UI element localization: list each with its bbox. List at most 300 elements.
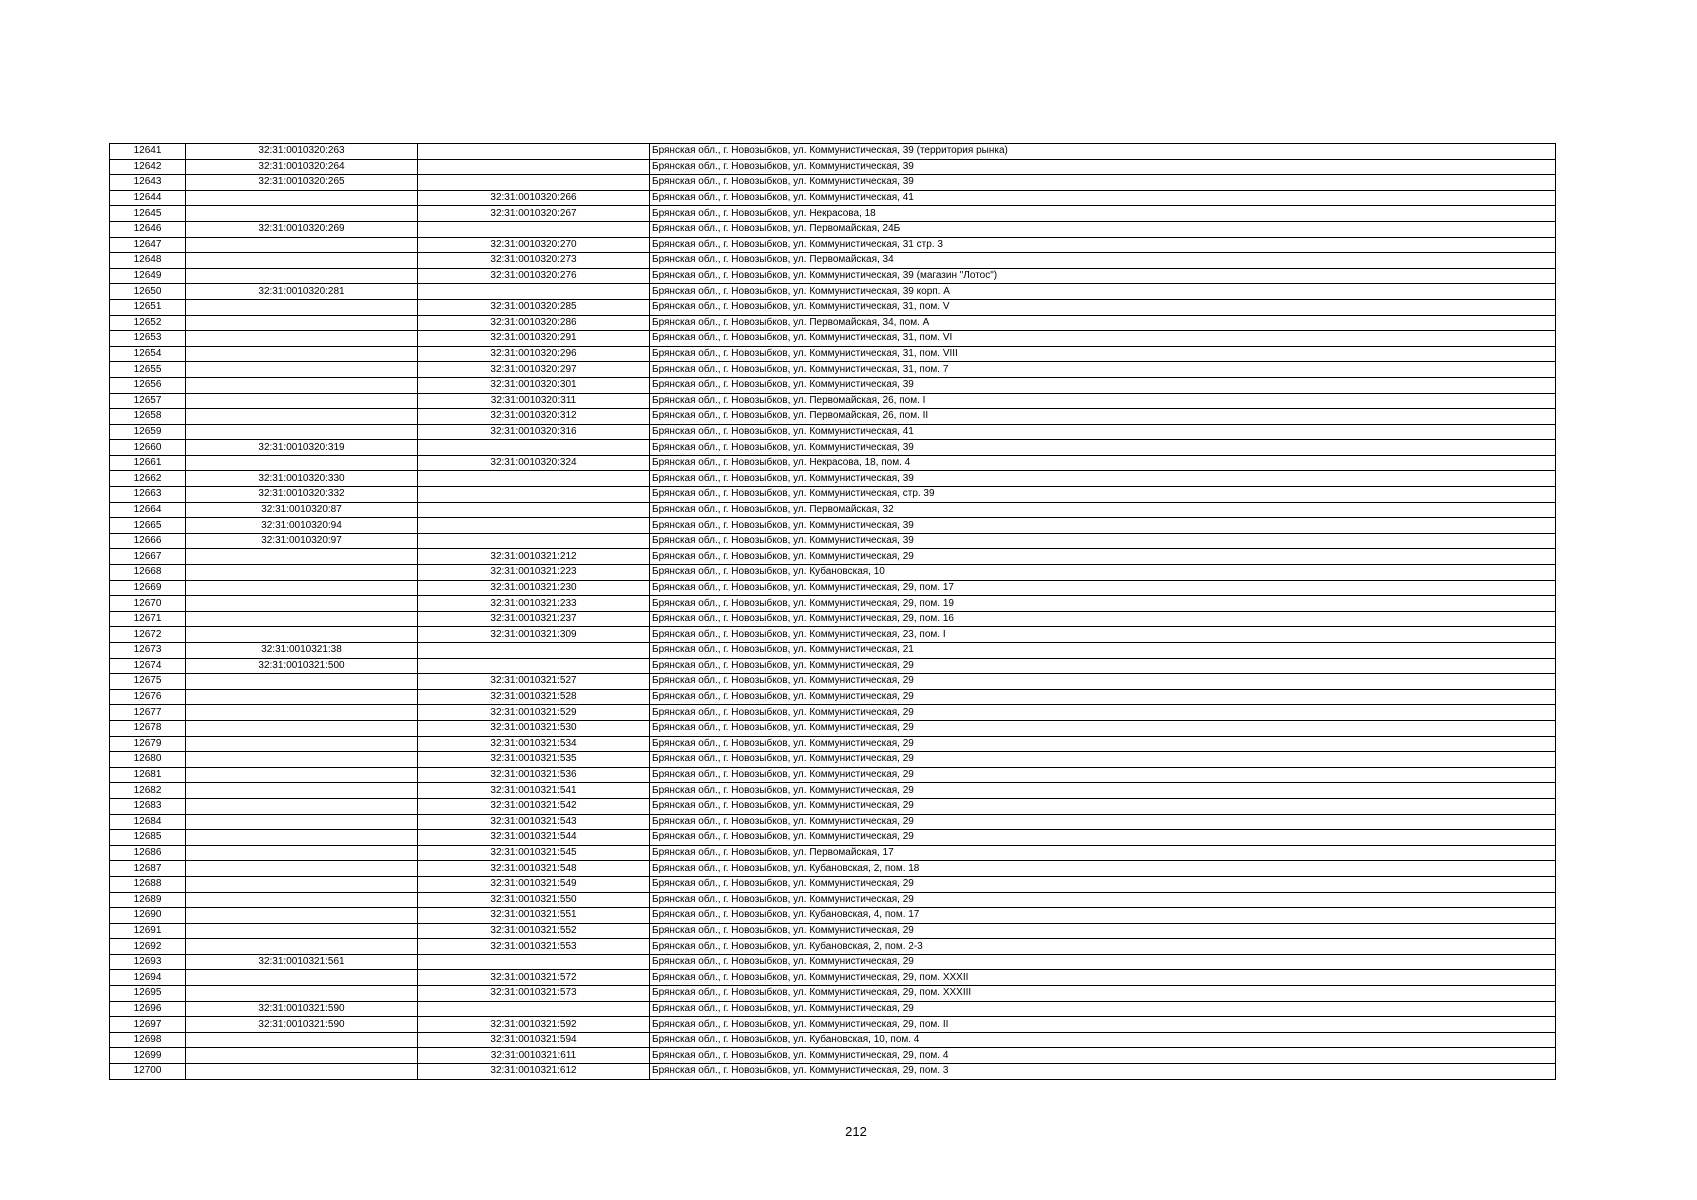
address-cell: Брянская обл., г. Новозыбков, ул. Коммунистическая, 29, пом. 17 [650,580,1556,596]
cadastral-number-b-cell: 32:31:0010321:223 [418,565,650,581]
table-row [110,596,1556,612]
cadastral-number-a-cell [186,393,418,409]
address-cell: Брянская обл., г. Новозыбков, ул. Коммунистическая, 29 [650,954,1556,970]
row-number-cell: 12677 [110,705,186,721]
cadastral-number-b-cell: 32:31:0010321:237 [418,611,650,627]
table-row [110,674,1556,690]
row-number-cell: 12673 [110,643,186,659]
address-cell: Брянская обл., г. Новозыбков, ул. Коммунистическая, 29 [650,658,1556,674]
cadastral-number-a-cell: 32:31:0010320:94 [186,518,418,534]
cadastral-number-b-cell [418,658,650,674]
cadastral-number-a-cell [186,923,418,939]
cadastral-number-a-cell [186,565,418,581]
cadastral-number-b-cell [418,502,650,518]
cadastral-number-b-cell: 32:31:0010320:285 [418,299,650,315]
row-number-cell: 12642 [110,159,186,175]
address-cell: Брянская обл., г. Новозыбков, ул. Коммунистическая, 39 корп. А [650,284,1556,300]
row-number-cell: 12655 [110,362,186,378]
cadastral-number-a-cell [186,206,418,222]
cadastral-number-a-cell [186,876,418,892]
cadastral-number-a-cell [186,611,418,627]
address-cell: Брянская обл., г. Новозыбков, ул. Коммунистическая, 29 [650,736,1556,752]
cadastral-number-a-cell: 32:31:0010320:319 [186,440,418,456]
row-number-cell: 12645 [110,206,186,222]
cadastral-number-b-cell [418,954,650,970]
table-row [110,580,1556,596]
cadastral-number-b-cell: 32:31:0010321:543 [418,814,650,830]
address-cell: Брянская обл., г. Новозыбков, ул. Коммунистическая, 31, пом. VIII [650,346,1556,362]
cadastral-number-b-cell: 32:31:0010321:212 [418,549,650,565]
cadastral-number-b-cell: 32:31:0010321:528 [418,689,650,705]
address-cell: Брянская обл., г. Новозыбков, ул. Коммунистическая, 31 стр. 3 [650,237,1556,253]
row-number-cell: 12668 [110,565,186,581]
address-cell: Брянская обл., г. Новозыбков, ул. Коммунистическая, 29, пом. II [650,1017,1556,1033]
cadastral-number-a-cell [186,798,418,814]
row-number-cell: 12695 [110,986,186,1002]
cadastral-number-a-cell [186,455,418,471]
table-row [110,159,1556,175]
row-number-cell: 12697 [110,1017,186,1033]
address-cell: Брянская обл., г. Новозыбков, ул. Кубановская, 2, пом. 2-3 [650,939,1556,955]
table-row [110,502,1556,518]
cadastral-number-a-cell [186,424,418,440]
row-number-cell: 12661 [110,455,186,471]
cadastral-number-b-cell [418,1001,650,1017]
cadastral-number-a-cell [186,299,418,315]
row-number-cell: 12641 [110,144,186,160]
address-cell: Брянская обл., г. Новозыбков, ул. Коммунистическая, 29 [650,720,1556,736]
cadastral-number-b-cell: 32:31:0010321:592 [418,1017,650,1033]
table-row [110,658,1556,674]
cadastral-number-b-cell: 32:31:0010321:549 [418,876,650,892]
table-row [110,892,1556,908]
table-row [110,939,1556,955]
table-row [110,299,1556,315]
row-number-cell: 12689 [110,892,186,908]
row-number-cell: 12692 [110,939,186,955]
row-number-cell: 12656 [110,377,186,393]
table-row [110,331,1556,347]
address-cell: Брянская обл., г. Новозыбков, ул. Коммунистическая, 41 [650,424,1556,440]
cadastral-number-b-cell: 32:31:0010321:309 [418,627,650,643]
cadastral-number-a-cell [186,268,418,284]
cadastral-number-a-cell [186,861,418,877]
address-cell: Брянская обл., г. Новозыбков, ул. Коммунистическая, 39 (территория рынка) [650,144,1556,160]
cadastral-number-b-cell [418,221,650,237]
address-cell: Брянская обл., г. Новозыбков, ул. Коммунистическая, 29 [650,923,1556,939]
table-row [110,362,1556,378]
table-row [110,611,1556,627]
cadastral-number-a-cell [186,736,418,752]
cadastral-number-a-cell [186,253,418,269]
table-row [110,144,1556,160]
cadastral-number-a-cell: 32:31:0010320:269 [186,221,418,237]
cadastral-number-a-cell [186,409,418,425]
cadastral-number-b-cell: 32:31:0010320:297 [418,362,650,378]
cadastral-number-a-cell [186,939,418,955]
cadastral-number-a-cell: 32:31:0010321:38 [186,643,418,659]
address-cell: Брянская обл., г. Новозыбков, ул. Коммунистическая, 23, пом. I [650,627,1556,643]
table-row [110,643,1556,659]
row-number-cell: 12698 [110,1032,186,1048]
address-cell: Брянская обл., г. Новозыбков, ул. Кубановская, 10 [650,565,1556,581]
cadastral-number-b-cell: 32:31:0010321:612 [418,1064,650,1080]
cadastral-number-b-cell: 32:31:0010321:611 [418,1048,650,1064]
table-row [110,1064,1556,1080]
cadastral-number-a-cell [186,752,418,768]
row-number-cell: 12658 [110,409,186,425]
cadastral-number-b-cell [418,175,650,191]
cadastral-number-b-cell: 32:31:0010321:534 [418,736,650,752]
address-cell: Брянская обл., г. Новозыбков, ул. Коммунистическая, 29 [650,892,1556,908]
address-cell: Брянская обл., г. Новозыбков, ул. Коммунистическая, 39 (магазин "Лотос") [650,268,1556,284]
cadastral-number-a-cell [186,362,418,378]
table-row [110,518,1556,534]
table-row [110,206,1556,222]
cadastral-number-a-cell: 32:31:0010320:330 [186,471,418,487]
cadastral-number-b-cell: 32:31:0010321:548 [418,861,650,877]
cadastral-number-b-cell [418,144,650,160]
table-row [110,1032,1556,1048]
row-number-cell: 12657 [110,393,186,409]
row-number-cell: 12690 [110,908,186,924]
table-row [110,409,1556,425]
table-row [110,424,1556,440]
cadastral-number-a-cell [186,767,418,783]
table-row [110,1017,1556,1033]
address-cell: Брянская обл., г. Новозыбков, ул. Первомайская, 32 [650,502,1556,518]
cadastral-number-b-cell: 32:31:0010321:527 [418,674,650,690]
cadastral-number-b-cell: 32:31:0010321:594 [418,1032,650,1048]
cadastral-number-a-cell [186,830,418,846]
address-cell: Брянская обл., г. Новозыбков, ул. Коммунистическая, 29, пом. 19 [650,596,1556,612]
cadastral-number-b-cell: 32:31:0010320:324 [418,455,650,471]
cadastral-number-b-cell: 32:31:0010321:536 [418,767,650,783]
cadastral-number-b-cell: 32:31:0010320:301 [418,377,650,393]
cadastral-number-a-cell [186,814,418,830]
row-number-cell: 12688 [110,876,186,892]
cadastral-number-a-cell: 32:31:0010320:281 [186,284,418,300]
row-number-cell: 12691 [110,923,186,939]
table-row [110,908,1556,924]
cadastral-number-a-cell [186,689,418,705]
cadastral-number-b-cell: 32:31:0010320:267 [418,206,650,222]
table-row [110,268,1556,284]
address-cell: Брянская обл., г. Новозыбков, ул. Коммунистическая, 29 [650,752,1556,768]
cadastral-number-b-cell [418,440,650,456]
row-number-cell: 12700 [110,1064,186,1080]
table-row [110,455,1556,471]
row-number-cell: 12685 [110,830,186,846]
table-row [110,720,1556,736]
cadastral-number-a-cell: 32:31:0010320:87 [186,502,418,518]
cadastral-number-a-cell: 32:31:0010320:265 [186,175,418,191]
row-number-cell: 12647 [110,237,186,253]
row-number-cell: 12676 [110,689,186,705]
table-row [110,845,1556,861]
table-body [110,144,1556,1080]
address-cell: Брянская обл., г. Новозыбков, ул. Коммунистическая, 29 [650,830,1556,846]
address-cell: Брянская обл., г. Новозыбков, ул. Коммунистическая, 29 [650,689,1556,705]
table-row [110,986,1556,1002]
cadastral-number-a-cell [186,1064,418,1080]
cadastral-number-b-cell [418,643,650,659]
cadastral-number-b-cell: 32:31:0010321:551 [418,908,650,924]
table-row [110,284,1556,300]
cadastral-number-b-cell [418,471,650,487]
cadastral-number-b-cell: 32:31:0010321:553 [418,939,650,955]
table-row [110,471,1556,487]
cadastral-number-b-cell: 32:31:0010320:296 [418,346,650,362]
cadastral-number-a-cell [186,627,418,643]
row-number-cell: 12667 [110,549,186,565]
address-cell: Брянская обл., г. Новозыбков, ул. Коммунистическая, 39 [650,518,1556,534]
cadastral-number-b-cell: 32:31:0010321:530 [418,720,650,736]
table-row [110,970,1556,986]
table-row [110,923,1556,939]
address-cell: Брянская обл., г. Новозыбков, ул. Коммунистическая, 29 [650,876,1556,892]
table-row [110,736,1556,752]
address-cell: Брянская обл., г. Новозыбков, ул. Кубановская, 2, пом. 18 [650,861,1556,877]
address-cell: Брянская обл., г. Новозыбков, ул. Первомайская, 34 [650,253,1556,269]
cadastral-number-a-cell [186,549,418,565]
row-number-cell: 12649 [110,268,186,284]
cadastral-number-a-cell: 32:31:0010320:97 [186,533,418,549]
cadastral-number-b-cell: 32:31:0010320:312 [418,409,650,425]
cadastral-number-b-cell: 32:31:0010321:535 [418,752,650,768]
address-cell: Брянская обл., г. Новозыбков, ул. Коммунистическая, 31, пом. 7 [650,362,1556,378]
cadastral-number-b-cell: 32:31:0010320:291 [418,331,650,347]
cadastral-number-a-cell [186,377,418,393]
cadastral-number-a-cell: 32:31:0010321:500 [186,658,418,674]
row-number-cell: 12696 [110,1001,186,1017]
cadastral-number-a-cell: 32:31:0010321:561 [186,954,418,970]
row-number-cell: 12659 [110,424,186,440]
row-number-cell: 12650 [110,284,186,300]
row-number-cell: 12662 [110,471,186,487]
row-number-cell: 12681 [110,767,186,783]
table-row [110,393,1556,409]
cadastral-number-a-cell: 32:31:0010320:332 [186,487,418,503]
row-number-cell: 12693 [110,954,186,970]
row-number-cell: 12651 [110,299,186,315]
cadastral-number-a-cell [186,346,418,362]
cadastral-number-a-cell: 32:31:0010321:590 [186,1001,418,1017]
cadastral-number-b-cell: 32:31:0010321:542 [418,798,650,814]
cadastral-number-b-cell: 32:31:0010320:273 [418,253,650,269]
cadastral-number-a-cell [186,1032,418,1048]
row-number-cell: 12682 [110,783,186,799]
cadastral-number-a-cell [186,190,418,206]
row-number-cell: 12666 [110,533,186,549]
cadastral-number-b-cell [418,487,650,503]
cadastral-number-a-cell: 32:31:0010321:590 [186,1017,418,1033]
table-row [110,346,1556,362]
row-number-cell: 12672 [110,627,186,643]
address-cell: Брянская обл., г. Новозыбков, ул. Кубановская, 10, пом. 4 [650,1032,1556,1048]
table-row [110,1001,1556,1017]
address-cell: Брянская обл., г. Новозыбков, ул. Коммунистическая, 31, пом. VI [650,331,1556,347]
cadastral-number-a-cell [186,705,418,721]
address-cell: Брянская обл., г. Новозыбков, ул. Коммунистическая, 29, пом. 16 [650,611,1556,627]
table-row [110,814,1556,830]
row-number-cell: 12671 [110,611,186,627]
address-cell: Брянская обл., г. Новозыбков, ул. Первомайская, 17 [650,845,1556,861]
row-number-cell: 12699 [110,1048,186,1064]
cadastral-number-a-cell [186,237,418,253]
address-cell: Брянская обл., г. Новозыбков, ул. Коммунистическая, 29, пом. XXXIII [650,986,1556,1002]
address-cell: Брянская обл., г. Новозыбков, ул. Первомайская, 24Б [650,221,1556,237]
address-cell: Брянская обл., г. Новозыбков, ул. Коммунистическая, 29, пом. 3 [650,1064,1556,1080]
address-cell: Брянская обл., г. Новозыбков, ул. Коммунистическая, 29, пом. XXXII [650,970,1556,986]
row-number-cell: 12664 [110,502,186,518]
cadastral-number-b-cell: 32:31:0010321:541 [418,783,650,799]
cadastral-number-a-cell [186,580,418,596]
address-cell: Брянская обл., г. Новозыбков, ул. Коммунистическая, 39 [650,175,1556,191]
row-number-cell: 12648 [110,253,186,269]
row-number-cell: 12680 [110,752,186,768]
row-number-cell: 12660 [110,440,186,456]
table-row [110,830,1556,846]
cadastral-number-a-cell: 32:31:0010320:263 [186,144,418,160]
row-number-cell: 12679 [110,736,186,752]
cadastral-number-b-cell [418,518,650,534]
address-cell: Брянская обл., г. Новозыбков, ул. Коммунистическая, 29, пом. 4 [650,1048,1556,1064]
cadastral-number-b-cell: 32:31:0010320:276 [418,268,650,284]
row-number-cell: 12654 [110,346,186,362]
address-cell: Брянская обл., г. Новозыбков, ул. Коммунистическая, 29 [650,1001,1556,1017]
table-row [110,533,1556,549]
row-number-cell: 12683 [110,798,186,814]
cadastral-number-a-cell [186,986,418,1002]
row-number-cell: 12694 [110,970,186,986]
address-cell: Брянская обл., г. Новозыбков, ул. Коммунистическая, 21 [650,643,1556,659]
table-row [110,487,1556,503]
cadastral-number-b-cell [418,159,650,175]
row-number-cell: 12665 [110,518,186,534]
cadastral-number-b-cell: 32:31:0010321:552 [418,923,650,939]
cadastral-number-b-cell: 32:31:0010320:311 [418,393,650,409]
row-number-cell: 12643 [110,175,186,191]
table-row [110,767,1556,783]
cadastral-number-b-cell: 32:31:0010320:270 [418,237,650,253]
table-row [110,705,1556,721]
table-row [110,315,1556,331]
row-number-cell: 12684 [110,814,186,830]
table-row [110,237,1556,253]
table-row [110,861,1556,877]
cadastral-number-a-cell [186,892,418,908]
address-cell: Брянская обл., г. Новозыбков, ул. Коммунистическая, 29 [650,814,1556,830]
cadastral-number-b-cell: 32:31:0010321:544 [418,830,650,846]
row-number-cell: 12687 [110,861,186,877]
address-cell: Брянская обл., г. Новозыбков, ул. Первомайская, 26, пом. II [650,409,1556,425]
address-cell: Брянская обл., г. Новозыбков, ул. Коммунистическая, 39 [650,440,1556,456]
cadastral-number-a-cell [186,1048,418,1064]
table-row [110,440,1556,456]
cadastral-number-a-cell [186,720,418,736]
row-number-cell: 12678 [110,720,186,736]
address-cell: Брянская обл., г. Новозыбков, ул. Коммунистическая, стр. 39 [650,487,1556,503]
table-row [110,253,1556,269]
cadastral-number-b-cell: 32:31:0010321:233 [418,596,650,612]
address-cell: Брянская обл., г. Новозыбков, ул. Коммунистическая, 29 [650,798,1556,814]
table-row [110,549,1556,565]
cadastral-number-a-cell: 32:31:0010320:264 [186,159,418,175]
cadastral-number-a-cell [186,970,418,986]
address-cell: Брянская обл., г. Новозыбков, ул. Некрасова, 18, пом. 4 [650,455,1556,471]
cadastral-number-a-cell [186,331,418,347]
row-number-cell: 12652 [110,315,186,331]
property-table [109,143,1556,1080]
address-cell: Брянская обл., г. Новозыбков, ул. Коммунистическая, 39 [650,377,1556,393]
cadastral-number-a-cell [186,674,418,690]
cadastral-number-a-cell [186,908,418,924]
address-cell: Брянская обл., г. Новозыбков, ул. Кубановская, 4, пом. 17 [650,908,1556,924]
row-number-cell: 12644 [110,190,186,206]
table-row [110,752,1556,768]
address-cell: Брянская обл., г. Новозыбков, ул. Коммунистическая, 39 [650,159,1556,175]
table-row [110,798,1556,814]
cadastral-number-b-cell: 32:31:0010321:550 [418,892,650,908]
address-cell: Брянская обл., г. Новозыбков, ул. Коммунистическая, 29 [650,783,1556,799]
row-number-cell: 12653 [110,331,186,347]
table-row [110,689,1556,705]
cadastral-number-b-cell [418,284,650,300]
address-cell: Брянская обл., г. Новозыбков, ул. Коммунистическая, 29 [650,705,1556,721]
table-row [110,954,1556,970]
cadastral-number-b-cell: 32:31:0010321:572 [418,970,650,986]
row-number-cell: 12646 [110,221,186,237]
row-number-cell: 12686 [110,845,186,861]
address-cell: Брянская обл., г. Новозыбков, ул. Коммунистическая, 29 [650,549,1556,565]
cadastral-number-a-cell [186,783,418,799]
row-number-cell: 12670 [110,596,186,612]
address-cell: Брянская обл., г. Новозыбков, ул. Первомайская, 34, пом. А [650,315,1556,331]
table-row [110,783,1556,799]
address-cell: Брянская обл., г. Новозыбков, ул. Коммунистическая, 39 [650,471,1556,487]
cadastral-number-b-cell: 32:31:0010320:266 [418,190,650,206]
row-number-cell: 12675 [110,674,186,690]
address-cell: Брянская обл., г. Новозыбков, ул. Некрасова, 18 [650,206,1556,222]
cadastral-number-b-cell [418,533,650,549]
cadastral-number-b-cell: 32:31:0010321:529 [418,705,650,721]
cadastral-number-b-cell: 32:31:0010321:545 [418,845,650,861]
address-cell: Брянская обл., г. Новозыбков, ул. Коммунистическая, 39 [650,533,1556,549]
address-cell: Брянская обл., г. Новозыбков, ул. Коммунистическая, 29 [650,767,1556,783]
table-row [110,1048,1556,1064]
page-number: 212 [845,1124,867,1139]
table-row [110,377,1556,393]
address-cell: Брянская обл., г. Новозыбков, ул. Коммунистическая, 29 [650,674,1556,690]
address-cell: Брянская обл., г. Новозыбков, ул. Коммунистическая, 31, пом. V [650,299,1556,315]
address-cell: Брянская обл., г. Новозыбков, ул. Первомайская, 26, пом. I [650,393,1556,409]
cadastral-number-b-cell: 32:31:0010321:230 [418,580,650,596]
address-cell: Брянская обл., г. Новозыбков, ул. Коммунистическая, 41 [650,190,1556,206]
cadastral-number-b-cell: 32:31:0010320:286 [418,315,650,331]
table-row [110,627,1556,643]
cadastral-number-a-cell [186,845,418,861]
row-number-cell: 12663 [110,487,186,503]
row-number-cell: 12669 [110,580,186,596]
row-number-cell: 12674 [110,658,186,674]
cadastral-number-b-cell: 32:31:0010320:316 [418,424,650,440]
cadastral-number-a-cell [186,596,418,612]
table-row [110,565,1556,581]
cadastral-number-a-cell [186,315,418,331]
table-row [110,876,1556,892]
table-row [110,221,1556,237]
